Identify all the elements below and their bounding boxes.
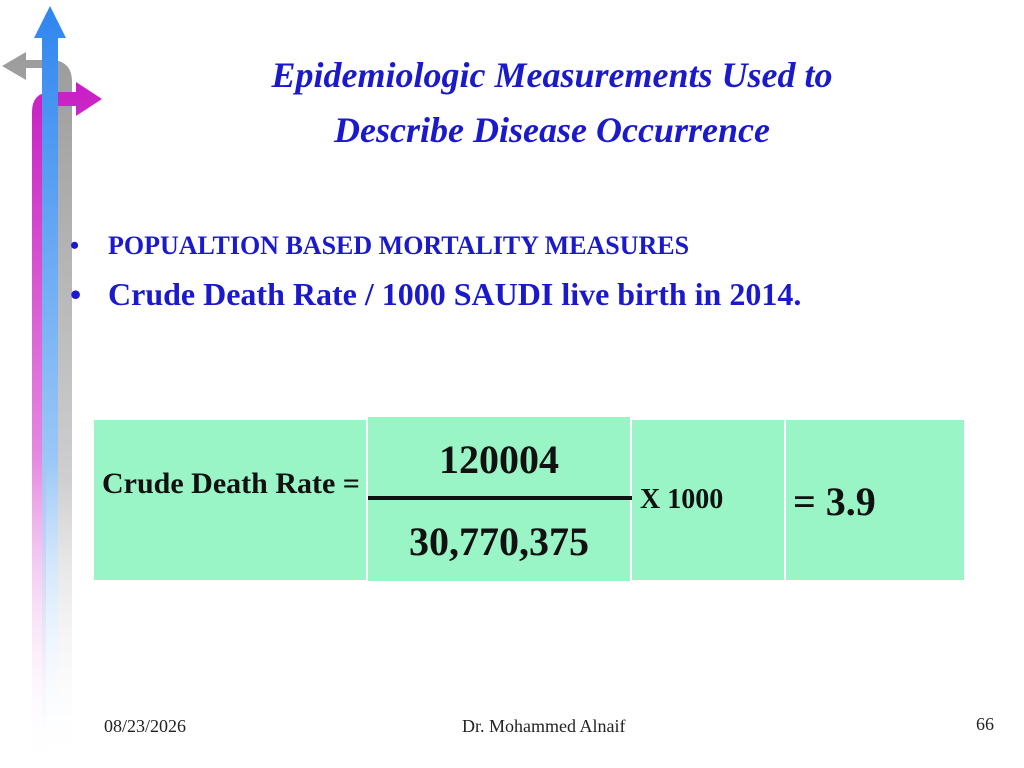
bullet-text: POPUALTION BASED MORTALITY MEASURES xyxy=(108,231,690,260)
bullet-marker: • xyxy=(70,276,82,312)
decorative-arrows xyxy=(0,0,110,768)
title-line-2: Describe Disease Occurrence xyxy=(334,110,770,150)
formula-label: Crude Death Rate = xyxy=(102,467,360,500)
formula-result: = 3.9 xyxy=(793,479,876,524)
footer-date: 08/23/2026 xyxy=(104,716,187,736)
bullet-item xyxy=(70,226,1000,266)
fraction-bar xyxy=(368,496,632,500)
footer-author: Dr. Mohammed Alnaif xyxy=(462,716,626,736)
page-number: 66 xyxy=(976,714,994,734)
formula-denominator: 30,770,375 xyxy=(409,519,589,564)
formula-numerator: 120004 xyxy=(439,437,559,482)
bullet-list xyxy=(70,226,1000,320)
bullet-marker: • xyxy=(70,231,80,260)
formula-multiplier: X 1000 xyxy=(640,484,724,515)
title-line-1: Epidemiologic Measurements Used to xyxy=(271,55,833,95)
slide-title xyxy=(150,48,954,158)
bullet-text: Crude Death Rate / 1000 SAUDI live birth in 2014. xyxy=(108,276,802,312)
bullet-item xyxy=(70,268,1000,320)
